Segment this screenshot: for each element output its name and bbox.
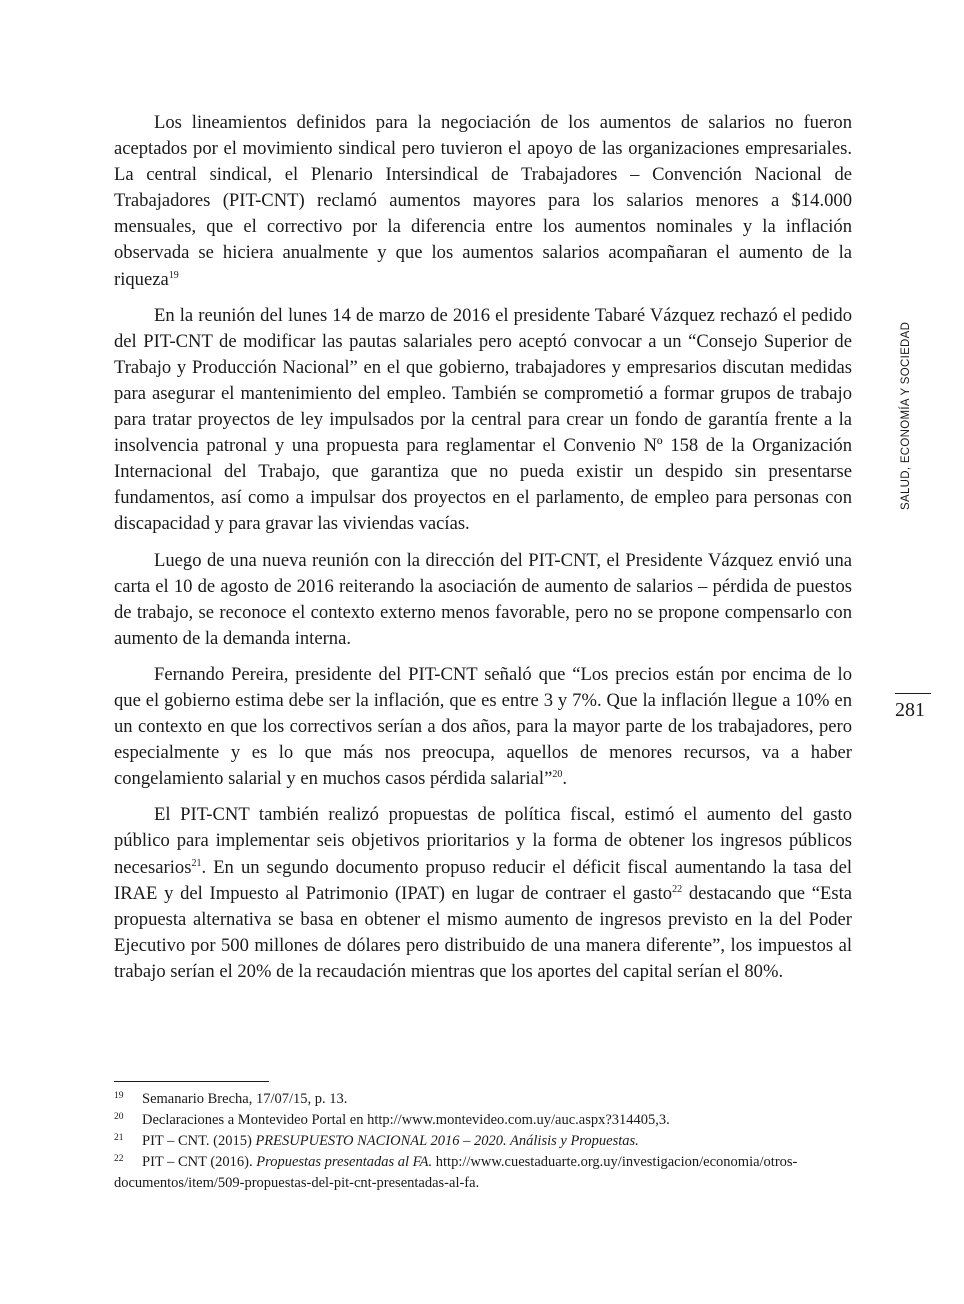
footnote-ref[interactable]: 20 (552, 769, 563, 781)
running-section-title: SALUD, ECONOMÍA Y SOCIEDAD (900, 321, 912, 510)
footnote: 22 PIT – CNT (2016). Propuestas presentadas al FA. http://www.cuestaduarte.org.uy/investigacion/economia/otros-documentos/item/509-propuestas-del-pit-cnt-presentadas-al-fa. (114, 1154, 798, 1191)
paragraph: Fernando Pereira, presidente del PIT-CNT señaló que “Los precios están por encima de lo que el gobierno estima debe ser la inflación, que es entre 3 y 7%. Que la inflación llegue a 10% en un contexto en que los correctivos serían a dos años, para la mayor parte de los trabajadores, pero especialmente y es lo que más nos preocupa, aquellos de menores recursos, va a haber congelamiento salarial y en muchos casos pérdida salarial”$^{20}$. (114, 663, 852, 790)
paragraph: Los lineamientos definidos para la negociación de los aumentos de salarios no fueron aceptados por el movimiento sindical pero tuvieron el apoyo de las organizaciones empresariales. La central sindical, el Plenario Intersindical de Trabajadores – Convención Nacional de Trabajadores (PIT-CNT) reclamó aumentos mayores para los salarios menores a $14.000 mensuales, que el correctivo por la diferencia entre los aumentos nominales y la inflación observada se hiciera anualmente y que los aumentos salarios acompañaran el aumento de la riqueza$^{19}$ (114, 112, 852, 290)
page-number-rule (895, 693, 931, 694)
footnote: 21 PIT – CNT. (2015) PRESUPUESTO NACIONAL 2016 – 2020. Análisis y Propuestas. (114, 1133, 639, 1149)
page-number: 281 (895, 699, 925, 721)
paragraph: Luego de una nueva reunión con la dirección del PIT-CNT, el Presidente Vázquez envió una carta el 10 de agosto de 2016 reiterando la asociación de aumento de salarios – pérdida de puestos de trabajo, se reconoce el contexto externo menos favorable, pero no se propone compensarlo con aumento de la demanda interna. (114, 549, 852, 649)
footnote-ref[interactable]: 21 (191, 857, 202, 869)
footnote: 20 Declaraciones a Montevideo Portal en http://www.montevideo.com.uy/auc.aspx?314405,3. (114, 1112, 670, 1128)
footnote-ref[interactable]: 19 (168, 269, 179, 281)
paragraph: El PIT-CNT también realizó propuestas de política fiscal, estimó el aumento del gasto público para implementar seis objetivos prioritarios y la forma de obtener los ingresos públicos necesarios$^{21}$. En un segundo documento propuso reducir el déficit fiscal aumentando la tasa del IRAE y del Impuesto al Patrimonio (IPAT) en lugar de contraer el gasto$^{22}$ destacando que “Esta propuesta alternativa se basa en obtener el mismo aumento de ingresos previsto en la del Poder Ejecutivo por 500 millones de dólares pero distribuido de una manera diferente”, los impuestos al trabajo serían el 20% de la recaudación mientras que los aportes del capital serían el 80%. (114, 804, 852, 982)
footnote-ref[interactable]: 22 (672, 883, 683, 895)
footnote-separator (114, 1081, 269, 1082)
paragraph: En la reunión del lunes 14 de marzo de 2016 el presidente Tabaré Vázquez rechazó el pedido del PIT-CNT de modificar las pautas salariales pero aceptó convocar a un “Consejo Superior de Trabajo y Producción Nacional” en el que gobierno, trabajadores y empresarios discutan medidas para asegurar el mantenimiento del empleo. También se comprometió a formar grupos de trabajo para tratar proyectos de ley impulsados por la central para crear un fondo de garantía frente a la insolvencia patronal y una propuesta para reglamentar el Convenio Nº 158 de la Organización Internacional del Trabajo, que garantiza que no pueda existir un despido sin presentarse fundamentos, así como a impulsar dos proyectos en el parlamento, de empleo para personas con discapacidad y para gravar las viviendas vacías. (114, 304, 852, 535)
footnote: 19 Semanario Brecha, 17/07/15, p. 13. (114, 1091, 348, 1107)
body-text (114, 110, 852, 995)
footnotes (114, 1089, 852, 1194)
